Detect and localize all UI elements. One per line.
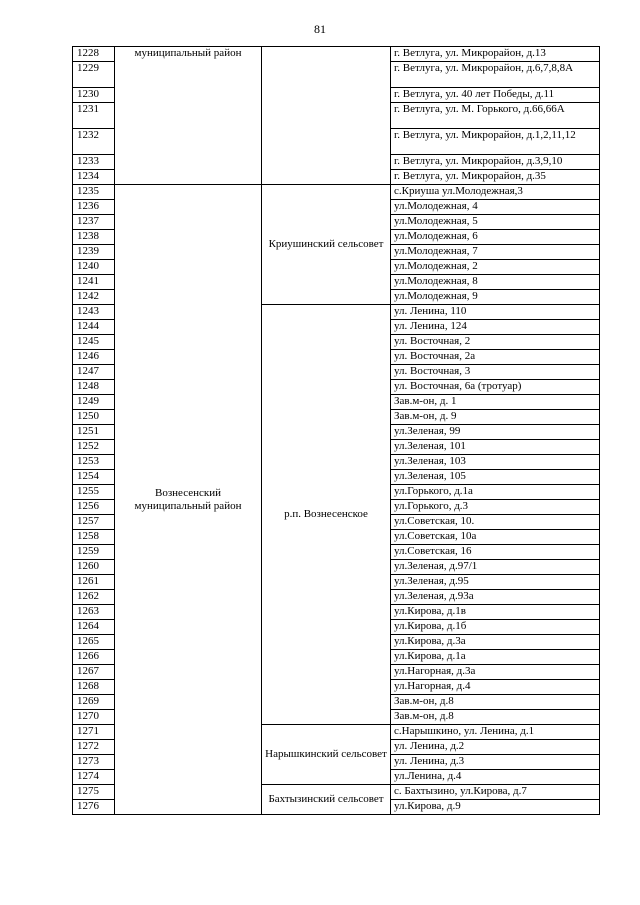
row-number: 1267 <box>73 665 115 680</box>
address-cell: ул.Молодежная, 7 <box>391 245 600 260</box>
address-cell: ул.Кирова, д.1б <box>391 620 600 635</box>
row-number: 1232 <box>73 129 115 155</box>
address-cell: с.Криуша ул.Молодежная,3 <box>391 185 600 200</box>
address-cell: с. Бахтызино, ул.Кирова, д.7 <box>391 785 600 800</box>
row-number: 1249 <box>73 395 115 410</box>
address-cell: г. Ветлуга, ул. Микрорайон, д.6,7,8,8А <box>391 62 600 88</box>
row-number: 1233 <box>73 155 115 170</box>
row-number: 1266 <box>73 650 115 665</box>
row-number: 1275 <box>73 785 115 800</box>
address-cell: г. Ветлуга, ул. 40 лет Победы, д.11 <box>391 88 600 103</box>
address-cell: Зав.м-он, д.8 <box>391 710 600 725</box>
address-cell: ул.Ленина, д.4 <box>391 770 600 785</box>
row-number: 1250 <box>73 410 115 425</box>
address-cell: ул. Восточная, 2а <box>391 350 600 365</box>
address-cell: ул.Кирова, д.9 <box>391 800 600 815</box>
row-number: 1262 <box>73 590 115 605</box>
address-cell: ул.Нагорная, д.3а <box>391 665 600 680</box>
row-number: 1246 <box>73 350 115 365</box>
row-number: 1242 <box>73 290 115 305</box>
row-number: 1230 <box>73 88 115 103</box>
row-number: 1248 <box>73 380 115 395</box>
address-cell: Зав.м-он, д.8 <box>391 695 600 710</box>
address-cell: ул.Зеленая, д.93а <box>391 590 600 605</box>
address-cell: ул.Кирова, д.1в <box>391 605 600 620</box>
row-number: 1239 <box>73 245 115 260</box>
address-cell: ул. Ленина, 124 <box>391 320 600 335</box>
address-cell: г. Ветлуга, ул. Микрорайон, д.13 <box>391 47 600 62</box>
row-number: 1268 <box>73 680 115 695</box>
district-cell: Вознесенский муниципальный район <box>115 185 262 815</box>
district-cell: муниципальный район <box>115 47 262 185</box>
row-number: 1264 <box>73 620 115 635</box>
address-cell: ул.Советская, 10а <box>391 530 600 545</box>
address-cell: ул. Ленина, д.3 <box>391 755 600 770</box>
row-number: 1269 <box>73 695 115 710</box>
table-row <box>73 47 600 62</box>
row-number: 1229 <box>73 62 115 88</box>
row-number: 1265 <box>73 635 115 650</box>
row-number: 1244 <box>73 320 115 335</box>
address-cell: ул.Молодежная, 4 <box>391 200 600 215</box>
address-cell: ул. Ленина, 110 <box>391 305 600 320</box>
row-number: 1253 <box>73 455 115 470</box>
address-cell: ул.Зеленая, д.97/1 <box>391 560 600 575</box>
address-cell: г. Ветлуга, ул. Микрорайон, д.1,2,11,12 <box>391 129 600 155</box>
settlement-cell: Криушинский сельсовет <box>262 185 391 305</box>
address-cell: ул.Молодежная, 6 <box>391 230 600 245</box>
address-cell: ул.Горького, д.3 <box>391 500 600 515</box>
address-cell: ул. Восточная, 3 <box>391 365 600 380</box>
row-number: 1241 <box>73 275 115 290</box>
row-number: 1263 <box>73 605 115 620</box>
address-cell: ул.Нагорная, д.4 <box>391 680 600 695</box>
address-table <box>72 46 600 815</box>
address-cell: Зав.м-он, д. 9 <box>391 410 600 425</box>
address-cell: ул.Кирова, д.1а <box>391 650 600 665</box>
row-number: 1272 <box>73 740 115 755</box>
address-cell: ул.Молодежная, 9 <box>391 290 600 305</box>
address-cell: ул.Горького, д.1а <box>391 485 600 500</box>
row-number: 1251 <box>73 425 115 440</box>
row-number: 1252 <box>73 440 115 455</box>
row-number: 1240 <box>73 260 115 275</box>
row-number: 1254 <box>73 470 115 485</box>
settlement-cell: Бахтызинский сельсовет <box>262 785 391 815</box>
address-cell: ул.Молодежная, 5 <box>391 215 600 230</box>
row-number: 1258 <box>73 530 115 545</box>
address-cell: г. Ветлуга, ул. Микрорайон, д.3,9,10 <box>391 155 600 170</box>
address-cell: с.Нарышкино, ул. Ленина, д.1 <box>391 725 600 740</box>
address-cell: г. Ветлуга, ул. Микрорайон, д.35 <box>391 170 600 185</box>
row-number: 1235 <box>73 185 115 200</box>
address-cell: ул.Советская, 10. <box>391 515 600 530</box>
row-number: 1259 <box>73 545 115 560</box>
row-number: 1228 <box>73 47 115 62</box>
row-number: 1256 <box>73 500 115 515</box>
address-cell: ул.Зеленая, 101 <box>391 440 600 455</box>
row-number: 1270 <box>73 710 115 725</box>
address-cell: ул.Советская, 16 <box>391 545 600 560</box>
address-cell: г. Ветлуга, ул. М. Горького, д.66,66А <box>391 103 600 129</box>
address-cell: ул.Зеленая, 99 <box>391 425 600 440</box>
row-number: 1247 <box>73 365 115 380</box>
address-cell: ул. Восточная, 6а (тротуар) <box>391 380 600 395</box>
table-row <box>73 185 600 200</box>
row-number: 1238 <box>73 230 115 245</box>
address-cell: ул.Молодежная, 2 <box>391 260 600 275</box>
row-number: 1237 <box>73 215 115 230</box>
settlement-cell: р.п. Вознесенское <box>262 305 391 725</box>
row-number: 1273 <box>73 755 115 770</box>
address-cell: ул.Кирова, д.3а <box>391 635 600 650</box>
address-cell: ул.Зеленая, 105 <box>391 470 600 485</box>
row-number: 1261 <box>73 575 115 590</box>
settlement-cell: Нарышкинский сельсовет <box>262 725 391 785</box>
row-number: 1255 <box>73 485 115 500</box>
address-cell: ул. Восточная, 2 <box>391 335 600 350</box>
page-number: 81 <box>314 22 326 36</box>
address-cell: ул.Зеленая, д.95 <box>391 575 600 590</box>
row-number: 1234 <box>73 170 115 185</box>
address-cell: ул.Зеленая, 103 <box>391 455 600 470</box>
address-table-container <box>72 46 599 815</box>
row-number: 1276 <box>73 800 115 815</box>
row-number: 1243 <box>73 305 115 320</box>
address-cell: ул.Молодежная, 8 <box>391 275 600 290</box>
row-number: 1260 <box>73 560 115 575</box>
row-number: 1271 <box>73 725 115 740</box>
address-table-body <box>73 47 600 815</box>
row-number: 1231 <box>73 103 115 129</box>
settlement-cell <box>262 47 391 185</box>
row-number: 1274 <box>73 770 115 785</box>
row-number: 1236 <box>73 200 115 215</box>
row-number: 1245 <box>73 335 115 350</box>
address-cell: Зав.м-он, д. 1 <box>391 395 600 410</box>
row-number: 1257 <box>73 515 115 530</box>
address-cell: ул. Ленина, д.2 <box>391 740 600 755</box>
